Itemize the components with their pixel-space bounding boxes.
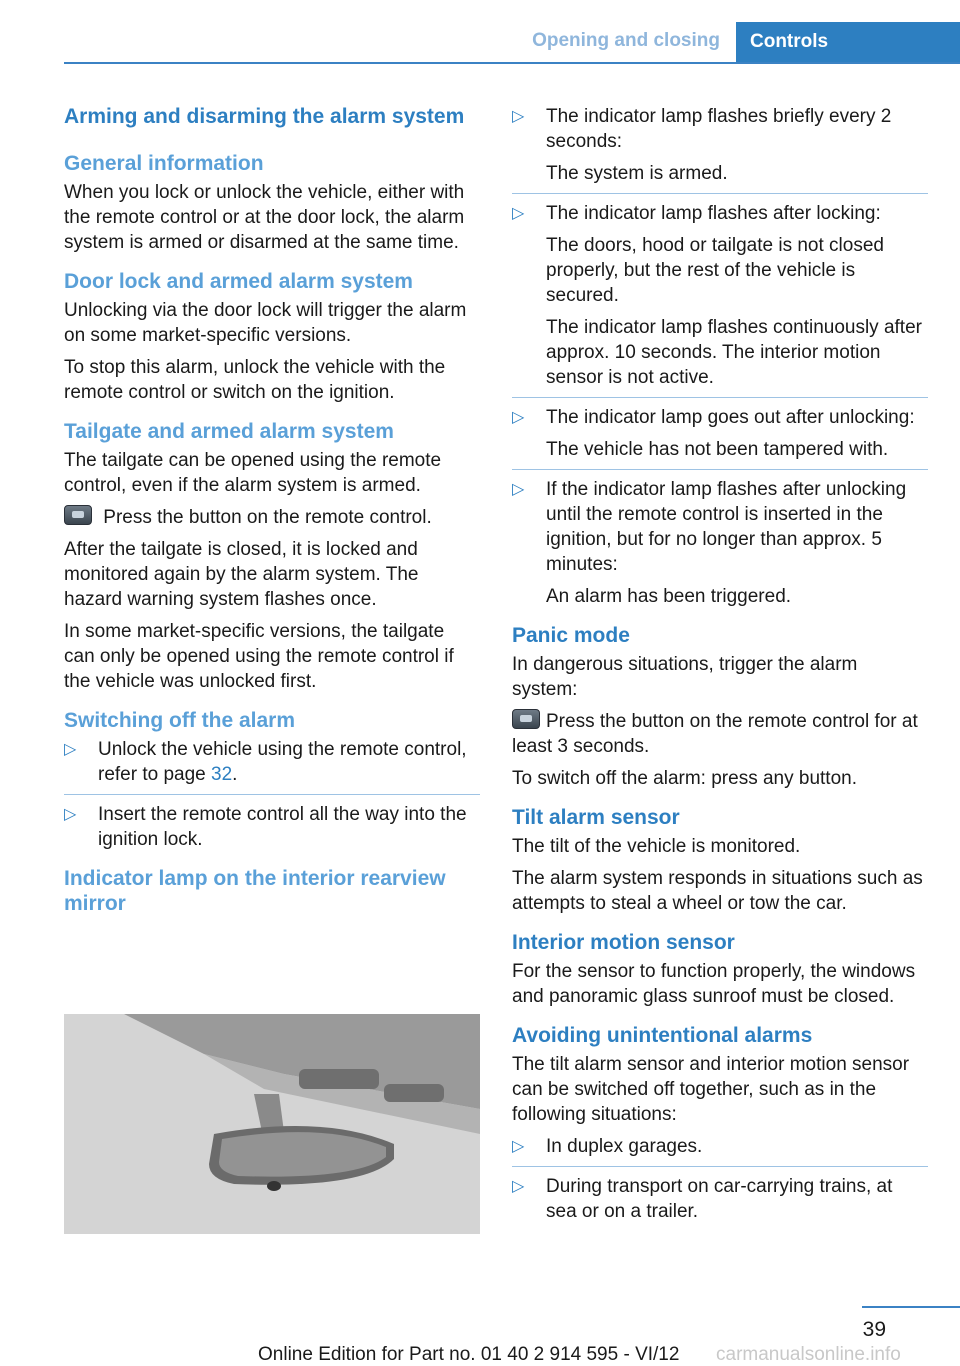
list-item: ▷ In duplex garages. — [512, 1136, 703, 1157]
watermark: carmanualsonline.info — [716, 1344, 901, 1365]
paragraph: To switch off the alarm: press any button. — [512, 768, 857, 789]
heading-tailgate: Tailgate and armed alarm system — [64, 420, 394, 443]
remote-control-button-icon — [512, 709, 540, 729]
list-item: ▷ During transport on car-carrying trains, at sea or on a trailer. — [512, 1176, 893, 1222]
page-header — [64, 0, 960, 64]
divider — [64, 794, 480, 795]
paragraph: The tilt alarm sensor and interior motion sensor can be switched off together, such as in the following situations: — [512, 1054, 910, 1125]
bullet-triangle-icon: ▷ — [512, 409, 525, 426]
divider — [512, 469, 928, 470]
page-number: 39 — [862, 1318, 886, 1341]
section-tab[interactable]: Opening and closing — [532, 30, 720, 51]
paragraph: The alarm system responds in situations such as attempts to steal a wheel or tow the car. — [512, 868, 923, 914]
bullet-triangle-icon: ▷ — [512, 205, 525, 222]
list-item: ▷ Unlock the vehicle using the remote control, refer to page 32. — [64, 739, 467, 785]
heading-tilt-alarm-sensor: Tilt alarm sensor — [512, 806, 680, 829]
paragraph: For the sensor to function properly, the windows and panoramic glass sunroof must be closed. — [512, 961, 916, 1007]
heading-indicator-lamp: Indicator lamp on the interior rearview mirror — [64, 867, 446, 915]
footer-rule — [862, 1306, 960, 1308]
heading-switching-off: Switching off the alarm — [64, 709, 296, 732]
bullet-triangle-icon: ▷ — [512, 1138, 525, 1155]
bullet-triangle-icon: ▷ — [512, 1178, 525, 1195]
paragraph: In some market-specific versions, the tailgate can only be opened using the remote control if the vehicle was unlocked first. — [64, 621, 454, 692]
rearview-mirror-illustration — [64, 1014, 480, 1234]
list-item: ▷ Insert the remote control all the way into the ignition lock. — [64, 804, 467, 850]
list-item: ▷ The indicator lamp goes out after unlocking: — [512, 407, 915, 428]
rearview-mirror-photo — [64, 1014, 480, 1234]
paragraph-with-icon: Press the button on the remote control. — [64, 505, 480, 530]
paragraph: When you lock or unlock the vehicle, either with the remote control or at the door lock, the alarm system is armed or disarmed at the same time. — [64, 182, 465, 253]
list-item: ▷ If the indicator lamp flashes after unlocking until the remote control is inserted in the ignition, but for no longer than approx. 5 minutes: — [512, 479, 907, 575]
list-item: ▷ The indicator lamp flashes after locking: — [512, 203, 881, 224]
remote-control-button-icon — [64, 505, 92, 525]
bullet-triangle-icon: ▷ — [512, 481, 525, 498]
list-item-detail: The vehicle has not been tampered with. — [546, 439, 889, 460]
paragraph: After the tailgate is closed, it is locked and monitored again by the alarm system. The hazard warning system flashes once. — [64, 539, 419, 610]
heading-general-information: General information — [64, 152, 264, 175]
heading-panic-mode: Panic mode — [512, 624, 630, 647]
paragraph-with-icon: Press the button on the remote control for at least 3 seconds. — [512, 711, 918, 757]
paragraph: In dangerous situations, trigger the alarm system: — [512, 654, 858, 700]
divider — [512, 193, 928, 194]
paragraph: The tilt of the vehicle is monitored. — [512, 836, 801, 857]
bullet-triangle-icon: ▷ — [64, 806, 77, 823]
list-item-detail: An alarm has been triggered. — [546, 586, 792, 607]
list-item: ▷ The indicator lamp flashes briefly every 2 seconds: — [512, 106, 892, 152]
heading-door-lock: Door lock and armed alarm system — [64, 270, 413, 293]
paragraph: The tailgate can be opened using the remote control, even if the alarm system is armed. — [64, 450, 442, 496]
divider — [512, 1166, 928, 1167]
left-column — [64, 104, 480, 920]
heading-interior-motion-sensor: Interior motion sensor — [512, 931, 735, 954]
bullet-triangle-icon: ▷ — [512, 108, 525, 125]
paragraph: Unlocking via the door lock will trigger the alarm on some market-specific versions. — [64, 300, 467, 346]
footer-edition: Online Edition for Part no. 01 40 2 914 595 - VI/12 — [258, 1344, 680, 1365]
divider — [512, 397, 928, 398]
tab-controls[interactable]: Controls — [736, 22, 960, 62]
paragraph: To stop this alarm, unlock the vehicle with the remote control or switch on the ignition. — [64, 357, 446, 403]
list-item-detail: The doors, hood or tailgate is not closed properly, but the rest of the vehicle is secured. — [546, 235, 884, 306]
bullet-triangle-icon: ▷ — [64, 741, 77, 758]
heading-avoiding-alarms: Avoiding unintentional alarms — [512, 1024, 813, 1047]
list-item-detail: The system is armed. — [546, 163, 728, 184]
list-item-detail: The indicator lamp flashes continuously after approx. 10 seconds. The interior motion sensor is not active. — [546, 317, 922, 388]
page-title: Arming and disarming the alarm system — [64, 105, 465, 128]
right-column — [512, 104, 928, 1231]
page-link[interactable]: 32 — [211, 764, 233, 785]
